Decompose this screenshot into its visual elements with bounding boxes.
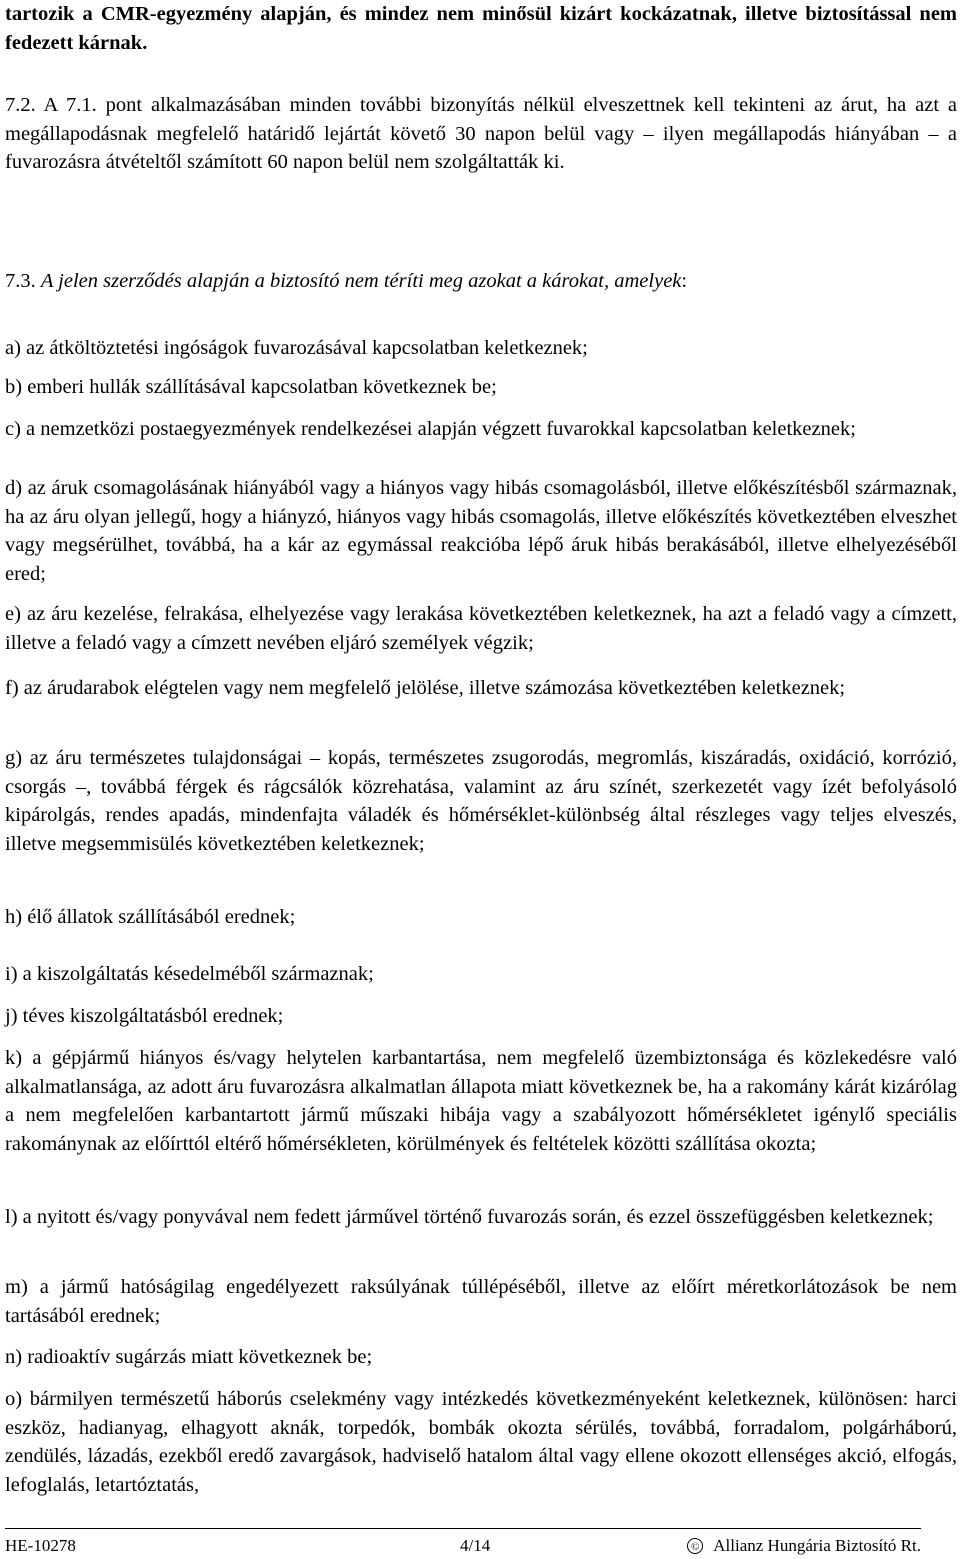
list-item: n) radioaktív sugárzás miatt következnek be; — [5, 1346, 373, 1368]
section-7-2-paragraph: 7.2. A 7.1. pont alkalmazásában minden további bizonyítás nélkül elveszettnek kell tekinteni az árut, ha azt a megállapodásnak megfelelő határidő lejártát követő 30 napon belül vagy – ilyen megállapodás hiányában – a fuvarozásra átvételtől számított 60 napon belül nem szolgáltatták ki. — [5, 94, 957, 173]
section-7-3-heading — [5, 267, 957, 296]
section-heading-text: A jelen szerződés alapján a biztosító nem téríti meg azokat a károkat, amelyek — [40, 270, 682, 292]
intro-paragraph: tartozik a CMR-egyezmény alapján, és mindez nem minősül kizárt kockázatnak, illetve biztosítással nem fedezett kárnak. — [5, 3, 957, 54]
list-item: e) az áru kezelése, felrakása, elhelyezése vagy lerakása következtében keletkeznek, ha azt a feladó vagy a címzett, illetve a feladó vagy a címzett nevében eljáró személyek végzik; — [5, 603, 957, 654]
section-number: 7.3. — [5, 270, 36, 292]
footer-doc-id: HE-10278 — [5, 1536, 76, 1555]
section-heading-colon: : — [681, 270, 688, 292]
page-footer — [5, 1528, 921, 1557]
list-item: l) a nyitott és/vagy ponyvával nem fedett járművel történő fuvarozás során, és ezzel összefüggésben keletkeznek; — [5, 1206, 934, 1228]
footer-company: Allianz Hungária Biztosító Rt. — [713, 1536, 921, 1555]
list-item: a) az átköltöztetési ingóságok fuvarozásával kapcsolatban keletkeznek; — [5, 337, 588, 359]
list-item: g) az áru természetes tulajdonságai – kopás, természetes zsugorodás, megromlás, kiszáradás, oxidáció, korrózió, csorgás –, továbbá férgek és rágcsálók közrehatása, valamint az áru színét, szerkezetét vagy ízét befolyásoló kipárolgás, rendes apadás, mindenfajta váladék és hőmérséklet-különbség által részleges vagy teljes elveszés, illetve megsemmisülés következtében keletkeznek; — [5, 747, 957, 855]
list-item: i) a kiszolgáltatás késedelméből származnak; — [5, 963, 374, 985]
list-item: d) az áruk csomagolásának hiányából vagy a hiányos vagy hibás csomagolásból, illetve előkészítésből származnak, ha az áru olyan jellegű, hogy a hiányzó, hiányos vagy hibás csomagolás, illetve előkészítés következtében elveszhet vagy megsérülhet, továbbá, ha a kár az egymással reakcióba lépő áruk hibás berakásából, illetve elhelyezéséből ered; — [5, 477, 957, 585]
list-item: c) a nemzetközi postaegyezmények rendelkezései alapján végzett fuvarokkal kapcsolatban keletkeznek; — [5, 418, 856, 440]
list-item: j) téves kiszolgáltatásból erednek; — [5, 1005, 284, 1027]
footer-copyright — [687, 1533, 921, 1559]
list-item: h) élő állatok szállításából erednek; — [5, 906, 296, 928]
list-item: f) az árudarabok elégtelen vagy nem megfelelő jelölése, illetve számozása következtében keletkeznek; — [5, 677, 846, 699]
copyright-icon: © — [687, 1538, 703, 1554]
list-item: o) bármilyen természetű háborús cselekmény vagy intézkedés következményeként keletkeznek, különösen: harci eszköz, hadianyag, elhagyott aknák, torpedók, bombák okozta sérülés, továbbá, forradalom, polgárháború, zendülés, lázadás, ezekből eredő zavargások, hadviselő hatalom által vagy ellene okozott ellenséges akció, elfogás, lefoglalás, letartóztatás, — [5, 1388, 957, 1496]
list-item: b) emberi hullák szállításával kapcsolatban következnek be; — [5, 376, 497, 398]
list-item: m) a jármű hatóságilag engedélyezett raksúlyának túllépéséből, illetve az előírt méretkorlátozások be nem tartásából erednek; — [5, 1276, 957, 1327]
list-item: k) a gépjármű hiányos és/vagy helytelen karbantartása, nem megfelelő üzembiztonsága és közlekedésre való alkalmatlansága, az adott áru fuvarozásra alkalmatlan állapota miatt következnek be, ha a rakomány kárát kizárólag a nem megfelelően karbantartott jármű műszaki hibája vagy a szabályozott hőmérsékletet igénylő speciális rakománynak az előírttól eltérő hőmérsékleten, körülmények és feltételek közötti szállítása okozta; — [5, 1047, 957, 1155]
footer-page-number: 4/14 — [460, 1536, 491, 1555]
